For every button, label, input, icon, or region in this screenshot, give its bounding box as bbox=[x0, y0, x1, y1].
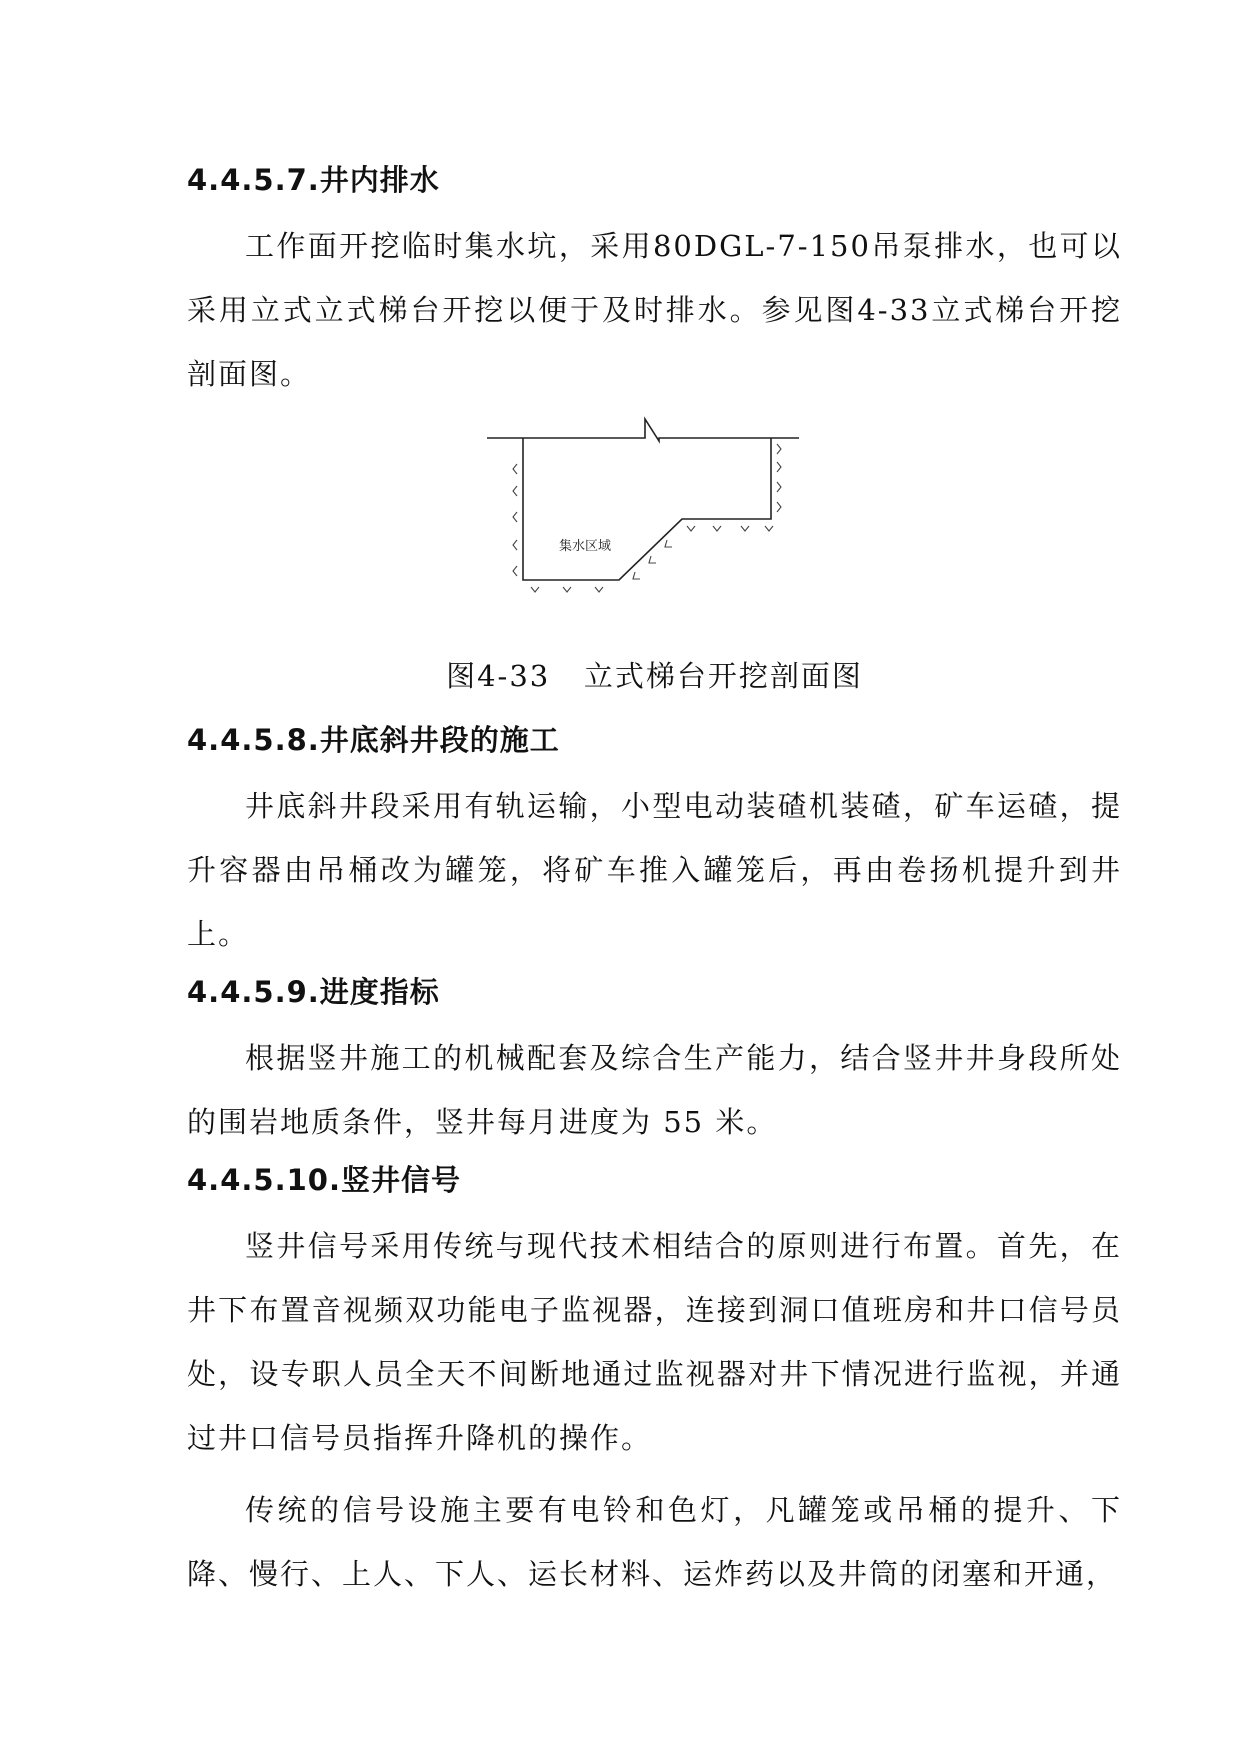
excavation-section-diagram bbox=[487, 416, 807, 630]
soil-hatch-marks bbox=[513, 444, 781, 592]
figure-caption bbox=[187, 656, 1122, 696]
section-heading: 4.4.5.10.竖井信号 bbox=[187, 1163, 461, 1197]
section-inclined-shaft bbox=[187, 718, 1122, 966]
paragraph: 竖井信号采用传统与现代技术相结合的原则进行布置。首先，在井下布置音视频双功能电子监视器，连接到洞口值班房和井口信号员处，设专职人员全天不间断地通过监视器对井下情况进行监视，并通过井口信号员指挥升降机的操作。 bbox=[187, 1229, 1122, 1455]
document-content bbox=[187, 158, 1122, 1606]
paragraph: 传统的信号设施主要有电铃和色灯，凡罐笼或吊桶的提升、下降、慢行、上人、下人、运长材料、运炸药以及井筒的闭塞和开通， bbox=[187, 1493, 1122, 1591]
caption-number: 图4-33 bbox=[446, 659, 551, 693]
section-drainage bbox=[187, 158, 1122, 406]
figure-4-33 bbox=[187, 416, 1122, 630]
paragraph: 根据竖井施工的机械配套及综合生产能力，结合竖井井身段所处的围岩地质条件，竖井每月进度为 55 米。 bbox=[187, 1041, 1122, 1139]
section-shaft-signal bbox=[187, 1158, 1122, 1606]
section-progress bbox=[187, 970, 1122, 1154]
section-heading: 4.4.5.9.进度指标 bbox=[187, 975, 440, 1009]
paragraph: 井底斜井段采用有轨运输，小型电动装碴机装碴，矿车运碴，提升容器由吊桶改为罐笼，将矿车推入罐笼后，再由卷扬机提升到井上。 bbox=[187, 789, 1122, 951]
paragraph: 工作面开挖临时集水坑，采用80DGL-7-150吊泵排水，也可以采用立式立式梯台开挖以便于及时排水。参见图4-33立式梯台开挖剖面图。 bbox=[187, 229, 1122, 391]
caption-title: 立式梯台开挖剖面图 bbox=[583, 659, 863, 693]
ground-line bbox=[487, 419, 799, 441]
section-heading: 4.4.5.8.井底斜井段的施工 bbox=[187, 723, 560, 757]
section-heading: 4.4.5.7.井内排水 bbox=[187, 163, 440, 197]
sump-area-label: 集水区域 bbox=[559, 539, 612, 554]
excavation-outline bbox=[523, 438, 771, 580]
